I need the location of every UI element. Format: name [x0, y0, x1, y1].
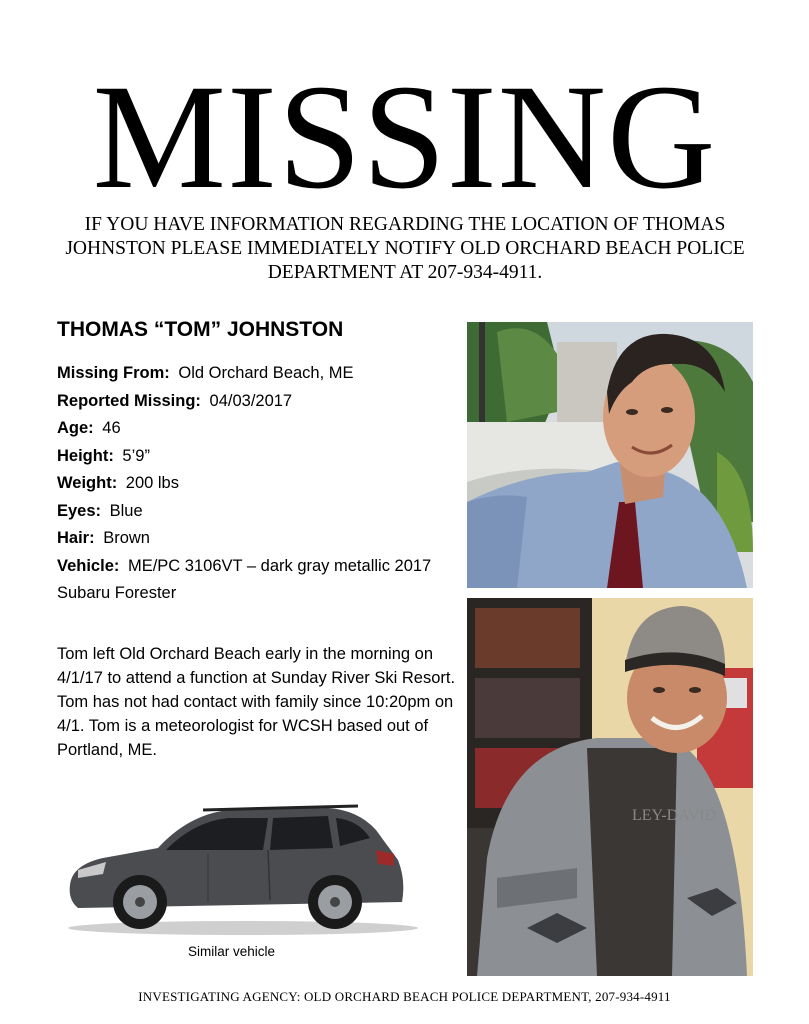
- detail-missing-from: [57, 360, 462, 388]
- detail-value: 5’9”: [122, 446, 150, 465]
- detail-value: 46: [102, 419, 121, 437]
- detail-eyes: [57, 498, 462, 526]
- detail-value: ME/PC 3106VT – dark gray metallic 2017 Subaru Forester: [57, 556, 432, 602]
- detail-hair: [57, 525, 462, 553]
- detail-value: Blue: [109, 501, 143, 520]
- vehicle-illustration: [58, 790, 418, 940]
- footer-agency: INVESTIGATING AGENCY: OLD ORCHARD BEACH POLICE DEPARTMENT, 207-934-4911: [138, 989, 671, 1004]
- photo-selfie: [467, 322, 753, 588]
- detail-value: 200 lbs: [125, 474, 179, 492]
- detail-label: Missing From:: [57, 364, 170, 382]
- detail-vehicle: [57, 553, 462, 608]
- detail-height: [57, 443, 462, 471]
- detail-label: Hair:: [57, 529, 95, 547]
- shirt-logo-text: LEY-DAVID: [632, 807, 717, 824]
- details-list: [57, 360, 462, 608]
- person-name: THOMAS “TOM” JOHNSTON: [57, 318, 344, 341]
- detail-label: Eyes:: [57, 501, 102, 520]
- photo-beanie: [467, 598, 753, 976]
- detail-value: Brown: [103, 529, 150, 547]
- notice-text: IF YOU HAVE INFORMATION REGARDING THE LOCATION OF THOMAS JOHNSTON PLEASE IMMEDIATELY NOTIFY OLD ORCHARD BEACH POLICE DEPARTMENT AT 207-934-4911.: [65, 214, 745, 283]
- detail-age: [57, 415, 462, 443]
- detail-value: Old Orchard Beach, ME: [178, 364, 354, 382]
- detail-label: Reported Missing:: [57, 391, 201, 410]
- detail-reported-missing: [57, 388, 462, 416]
- detail-label: Vehicle:: [57, 556, 120, 575]
- poster-title: MISSING: [92, 54, 717, 220]
- narrative-text: Tom left Old Orchard Beach early in the morning on 4/1/17 to attend a function at Sunday River Ski Resort. Tom has not had contact with family since 10:20pm on 4/1. Tom is a meteorologist for WCSH based out of Portland, ME.: [57, 645, 456, 759]
- vehicle-caption: Similar vehicle: [188, 944, 276, 959]
- detail-value: 04/03/2017: [209, 391, 293, 410]
- detail-label: Height:: [57, 446, 114, 465]
- detail-label: Age:: [57, 419, 94, 437]
- detail-weight: [57, 470, 462, 498]
- detail-label: Weight:: [57, 474, 118, 492]
